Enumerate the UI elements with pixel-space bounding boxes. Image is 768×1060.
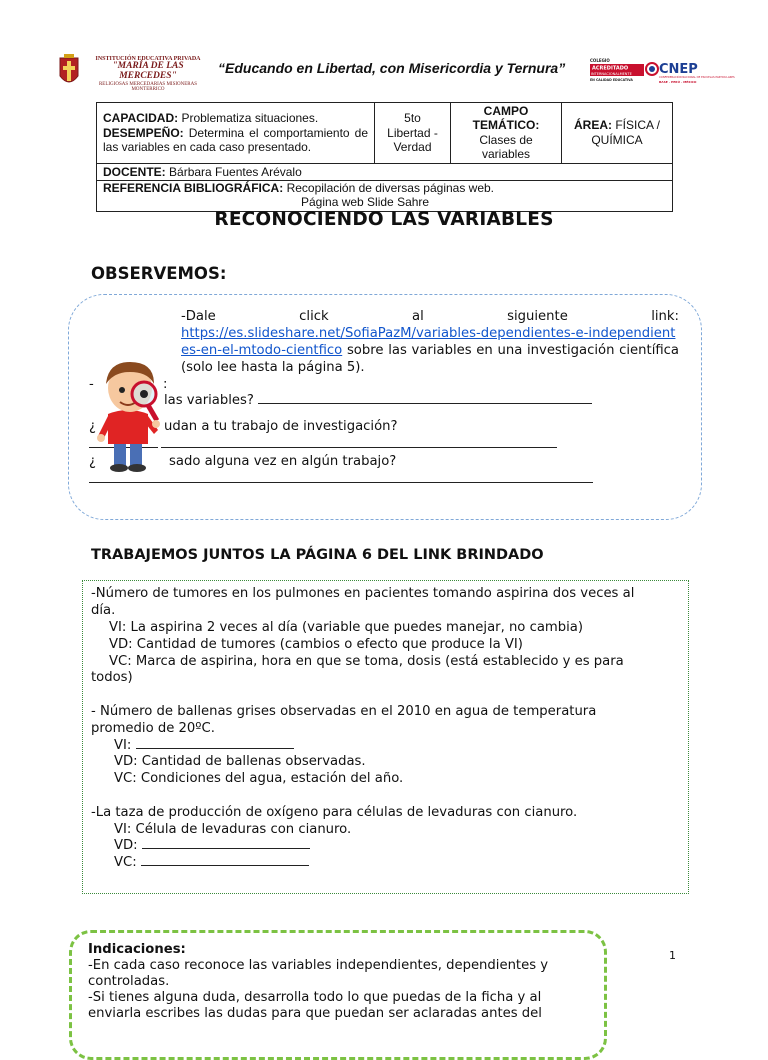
- info-table: [96, 102, 673, 212]
- section: Libertad - Verdad: [387, 125, 438, 154]
- referencia-cell: [97, 180, 673, 211]
- area-value: FÍSICA / QUÍMICA: [591, 118, 661, 147]
- question-3-start: ¿: [89, 454, 96, 469]
- question-2-start: ¿: [89, 419, 96, 434]
- case-3-vd: VD:: [114, 838, 138, 853]
- campo-value: Clases de variables: [479, 132, 533, 162]
- page-number: 1: [669, 949, 676, 962]
- cnep-name-text: CNEP: [659, 62, 698, 77]
- question-2-text: udan a tu trabajo de investigación?: [164, 419, 398, 434]
- grade-cell: [375, 103, 451, 164]
- indicaciones-line-1-row: [88, 958, 586, 974]
- instr-word-2: click: [299, 309, 329, 324]
- indicaciones-line-4: enviarla escribes las dudas para que puedan ser aclaradas antes del: [88, 1006, 542, 1021]
- case-1-line-2: día.: [91, 603, 116, 618]
- question-1-text: las variables?: [164, 393, 254, 408]
- indicaciones-text: [88, 942, 586, 1022]
- area-cell: [562, 103, 673, 164]
- question-1: [164, 393, 592, 408]
- capacidad-desempeno-cell: [97, 103, 375, 164]
- case-3-vd-answer-line[interactable]: [142, 838, 310, 849]
- cnep-base-text: BASE · PERÚ · MÉXICO: [659, 80, 697, 84]
- case-3-vc: VC:: [114, 855, 137, 870]
- trabajemos-heading: TRABAJEMOS JUNTOS LA PÁGINA 6 DEL LINK BRINDADO: [91, 547, 544, 563]
- case-3-vc-row: [114, 854, 309, 871]
- docente-label: DOCENTE:: [103, 164, 166, 179]
- campo-cell: [451, 103, 562, 164]
- cnep-colegio-text: COLEGIO: [590, 58, 610, 63]
- indicaciones-heading: Indicaciones:: [88, 942, 186, 957]
- case-2-vi-row: [114, 737, 294, 754]
- boy-magnifier-illustration: [92, 358, 172, 474]
- school-line-1: INSTITUCIÓN EDUCATIVA PRIVADA: [95, 56, 201, 62]
- case-2-vi-answer-line[interactable]: [136, 738, 294, 749]
- referencia-label: REFERENCIA BIBLIOGRÁFICA:: [103, 180, 284, 195]
- area-label: ÁREA:: [573, 118, 612, 133]
- indicaciones-line-2: controladas.: [88, 974, 170, 989]
- school-name-block: [83, 56, 213, 93]
- answer-line-2b[interactable]: [161, 437, 557, 448]
- question-0-colon: :: [162, 377, 168, 392]
- after-link-text: sobre las variables en una investigación científica (solo lee hasta la página 5).: [181, 343, 679, 375]
- case-2-line-1: - Número de ballenas grises observadas en el 2010 en agua de temperatura: [91, 704, 597, 719]
- observemos-instructions: [181, 308, 679, 376]
- question-0-prefix: -: [89, 377, 94, 392]
- instr-word-3: al: [412, 309, 424, 324]
- cnep-sub-text: CONFEDERACIÓN NACIONAL DE ESCUELAS PARTICULARES: [659, 76, 735, 79]
- school-line-4: MONTERRICO: [131, 87, 165, 93]
- answer-line-3-row: [89, 472, 593, 487]
- school-motto: “Educando en Libertad, con Misericordia y Ternura”: [218, 60, 566, 76]
- cnep-internacional-text: INTERNACIONALMENTE: [591, 72, 632, 76]
- indicaciones-line-3: -Si tienes alguna duda, desarrolla todo lo que puedas de la ficha y al: [88, 990, 542, 1005]
- case-1-vd: VD: Cantidad de tumores (cambios o efecto que produce la VI): [109, 637, 523, 652]
- docente-cell: [97, 163, 673, 180]
- case-3-vd-row: [114, 837, 310, 854]
- grade: 5to: [404, 111, 421, 126]
- instr-word-4: siguiente: [507, 309, 568, 324]
- desempeno-value: Determina el comportamiento de las variables en cada caso presentado.: [103, 125, 368, 154]
- question-3-text: sado alguna vez en algún trabajo?: [169, 454, 397, 469]
- case-1-line-1: -Número de tumores en los pulmones en pacientes tomando aspirina dos veces al: [91, 586, 635, 601]
- case-2-line-2: promedio de 20ºC.: [91, 721, 215, 736]
- referencia-value-1: Recopilación de diversas páginas web.: [286, 180, 495, 195]
- case-2-vd: VD: Cantidad de ballenas observadas.: [114, 754, 366, 769]
- capacidad-label: CAPACIDAD:: [103, 111, 179, 126]
- cnep-accreditation-logo: [590, 56, 735, 86]
- docente-value: Bárbara Fuentes Arévalo: [169, 164, 302, 179]
- referencia-value-2: Página web Slide Sahre: [301, 194, 430, 209]
- school-line-3: RELIGIOSAS MERCEDARIAS MISIONERAS: [98, 82, 198, 88]
- indicaciones-line-1: -En cada caso reconoce las variables independientes, dependientes y: [88, 958, 549, 973]
- instr-word-1: -Dale: [181, 309, 216, 324]
- case-2-vc: VC: Condiciones del agua, estación del año.: [114, 771, 404, 786]
- case-2-vi: VI:: [114, 738, 132, 753]
- page-title: RECONOCIENDO LAS VARIABLES: [214, 209, 554, 230]
- answer-line-1[interactable]: [258, 393, 592, 404]
- capacidad-value: Problematiza situaciones.: [181, 111, 319, 126]
- cnep-acreditado-text: ACREDITADO: [592, 65, 629, 72]
- slideshare-link[interactable]: https://es.slideshare.net/SofiaPazM/variables-dependientes-e-independientes-en-el-mtodo-cientfico: [181, 326, 676, 358]
- case-1-vi: VI: La aspirina 2 veces al día (variable que puedes manejar, no cambia): [109, 620, 584, 635]
- case-3-vc-answer-line[interactable]: [141, 855, 309, 866]
- school-name: "MARÍA DE LAS MERCEDES": [112, 61, 184, 82]
- instr-word-5: link:: [651, 309, 679, 324]
- case-1-vc-2: todos): [91, 670, 133, 685]
- campo-label: CAMPO TEMÁTICO:: [472, 104, 540, 133]
- case-1-vc-1: VC: Marca de aspirina, hora en que se toma, dosis (está establecido y es para: [109, 654, 624, 669]
- observemos-heading: OBSERVEMOS:: [91, 264, 227, 283]
- case-3-line-1: -La taza de producción de oxígeno para células de levaduras con cianuro.: [91, 805, 578, 820]
- school-crest-logo: [58, 54, 80, 88]
- desempeno-label: DESEMPEÑO:: [103, 125, 184, 140]
- case-3-vi: VI: Célula de levaduras con cianuro.: [114, 822, 352, 837]
- cnep-calidad-text: EN CALIDAD EDUCATIVA: [590, 78, 633, 82]
